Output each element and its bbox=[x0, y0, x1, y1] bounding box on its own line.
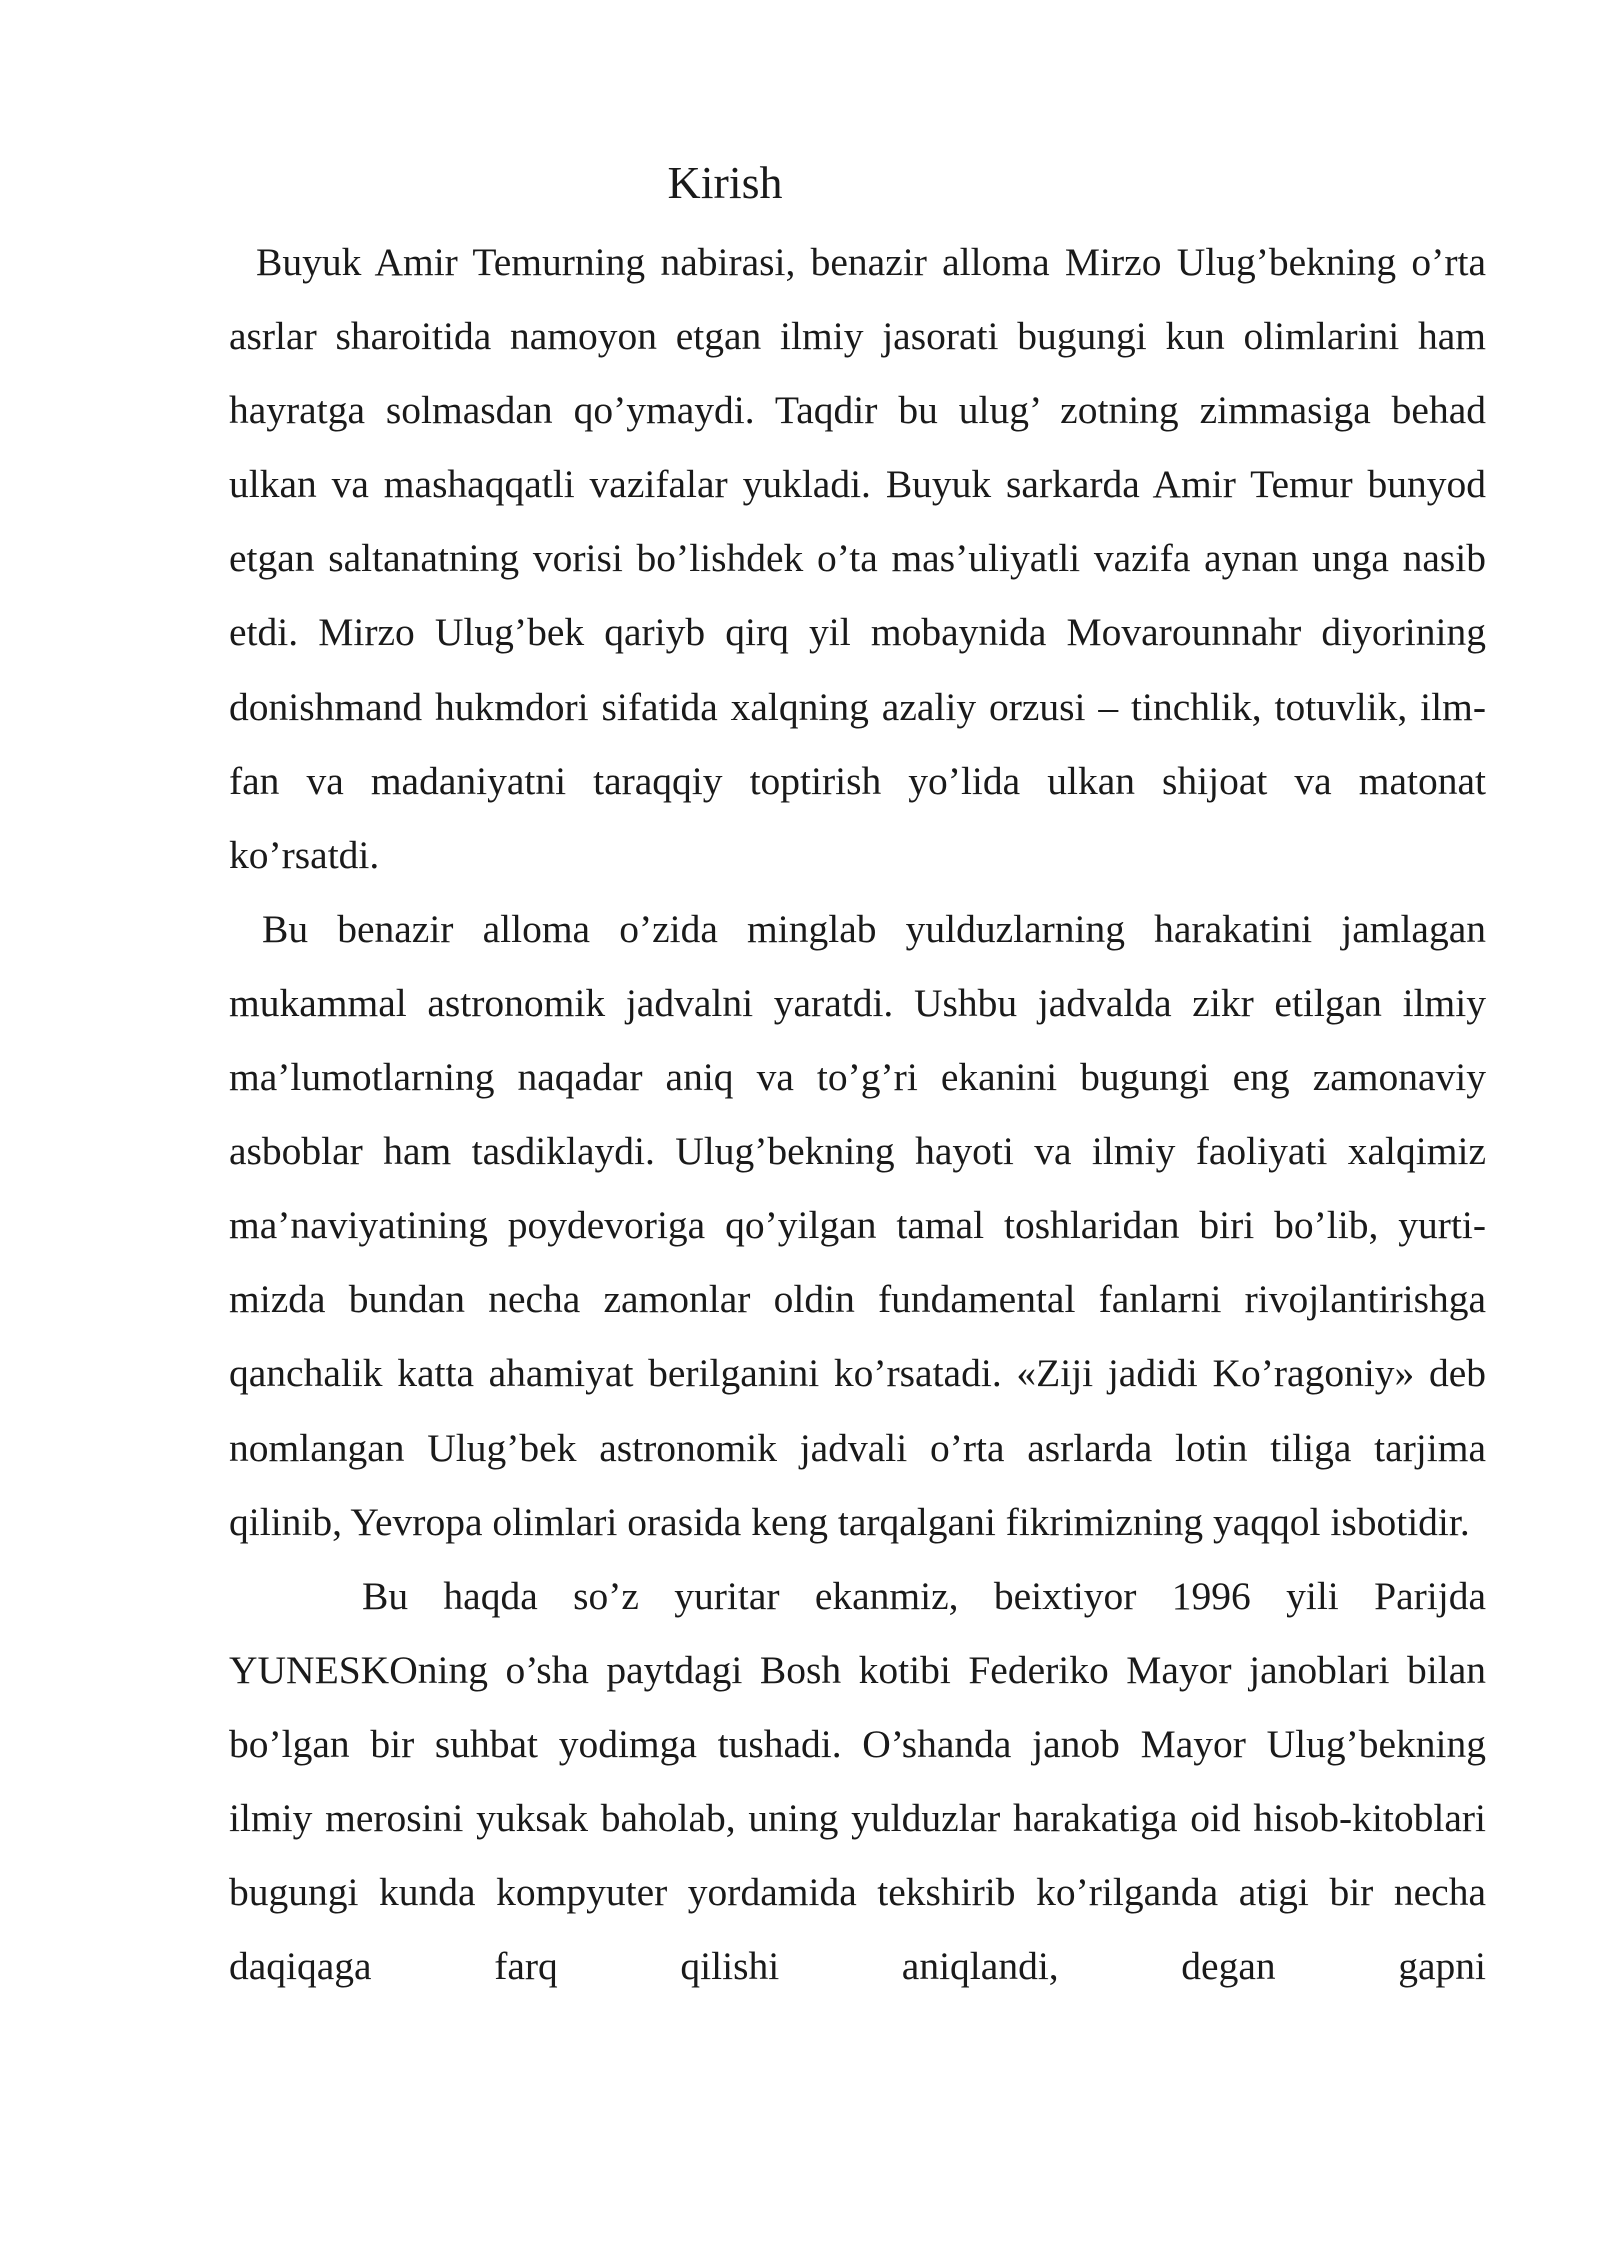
paragraph-3: Bu haqda so’z yuritar ekanmiz, beixtiyor 1996 yili Parijda YUNESKOning o’sha paytdagi Bosh kotibi Federiko Mayor janoblari bilan bo’lgan bir suhbat yodimga tushadi. O’shanda janob Mayor Ulug’bekning ilmiy merosini yuksak baholab, uning yulduzlar harakatiga oid hisob-kitoblari bugungi kunda kompyuter yordamida tekshirib ko’rilganda atigi bir necha daqiqaga farq qilishi aniqlandi, degan gapni bbox=[229, 1573, 1486, 1989]
paragraph-1: Buyuk Amir Temurning nabirasi, benazir alloma Mirzo Ulug’bekning o’rta asrlar sharoitida namoyon etgan ilmiy jasorati bugungi kun olimlarini ham hayratga solmasdan qo’ymaydi. Taqdir bu ulug’ zotning zimmasiga behad ulkan va mashaqqatli vazifalar yukladi. Buyuk sarkarda Amir Temur bunyod etgan saltanatning vorisi bo’lishdek o’ta mas’uliyatli vazifa aynan unga nasib etdi. Mirzo Ulug’bek qariyb qirq yil mobaynida Movarounnahr diyorining donishmand hukmdori sifatida xalqning azaliy orzusi – tinchlik, totuvlik, ilm-fan va madaniyatni taraqqiy toptirish yo’lida ulkan shijoat va matonat ko’rsatdi. bbox=[229, 240, 1486, 877]
page-title: Kirish bbox=[667, 157, 783, 208]
body-text bbox=[229, 225, 1486, 2003]
paragraph-2: Bu benazir alloma o’zida minglab yulduzlarning harakatini jamlagan mukammal astronomik jadvalni yaratdi. Ushbu jadvalda zikr etilgan ilmiy ma’lumotlarning naqadar aniq va to’g’ri ekanini bugungi eng zamonaviy asboblar ham tasdiklaydi. Ulug’bekning hayoti va ilmiy faoliyati xalqimiz ma’naviyatining poydevoriga qo’yilgan tamal toshlaridan biri bo’lib, yurti-mizda bundan necha zamonlar oldin fundamental fanlarni rivojlantirishga qanchalik katta ahamiyat berilganini ko’rsatadi. «Ziji jadidi Ko’ragoniy» deb nomlangan Ulug’bek astronomik jadvali o’rta asrlarda lotin tiliga tarjima qilinib, Yevropa olimlari orasida keng tarqalgani fikrimizning yaqqol isbotidir. bbox=[229, 906, 1486, 1544]
